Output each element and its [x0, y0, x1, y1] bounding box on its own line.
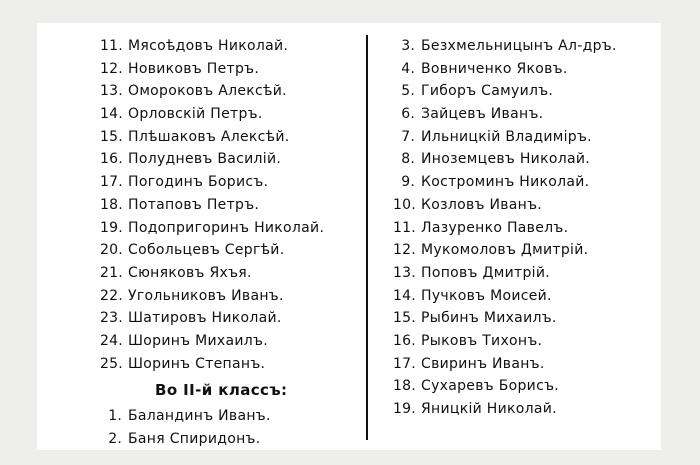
entry-number: 14.: [393, 287, 416, 304]
entry-number: 4.: [401, 60, 415, 77]
entry-number: 2.: [108, 431, 122, 447]
entry-number: 3.: [401, 38, 415, 54]
entry-number: 15.: [393, 310, 416, 327]
entry-name: Ильницкій Владиміръ.: [421, 128, 592, 145]
list-item: [100, 35, 324, 58]
entry-number: 11.: [100, 38, 123, 54]
entry-number: 22.: [100, 287, 123, 304]
entry-name: Подопригоринъ Николай.: [128, 219, 325, 236]
entry-number: 18.: [100, 196, 123, 213]
list-item: [393, 103, 617, 126]
entry-number: 8.: [401, 151, 415, 168]
entry-number: 21.: [100, 264, 123, 281]
entry-number: 18.: [393, 378, 416, 395]
entry-name: Козловъ Иванъ.: [421, 196, 543, 213]
entry-name: Орловскій Петръ.: [128, 106, 263, 123]
entry-name: Безхмельницынъ Ал-дръ.: [421, 38, 617, 54]
list-item: [100, 194, 324, 217]
list-item: [100, 405, 324, 428]
entry-name: Шоринъ Степанъ.: [128, 355, 266, 372]
list-item: [393, 375, 617, 398]
document-page: [37, 23, 661, 450]
entry-number: 24.: [100, 332, 123, 349]
entry-number: 16.: [393, 332, 416, 349]
entry-name: Угольниковъ Иванъ.: [128, 287, 284, 304]
entry-number: 1.: [108, 408, 122, 425]
entry-name: Потаповъ Петръ.: [128, 196, 260, 213]
entry-name: Поповъ Дмитрій.: [421, 264, 550, 281]
entry-number: 12.: [100, 60, 123, 77]
entry-number: 10.: [393, 196, 416, 213]
list-item: [100, 148, 324, 171]
entry-name: Рыковъ Тихонъ.: [421, 332, 543, 349]
entry-name: Сухаревъ Борисъ.: [421, 378, 560, 395]
list-item: [393, 330, 617, 353]
entry-number: 15.: [100, 128, 123, 145]
list-item: [100, 103, 324, 126]
watermark-text: ТИХВЕСТИ.РФ: [540, 411, 651, 426]
list-item: [100, 285, 324, 308]
left-column: [100, 35, 324, 451]
list-item: [100, 80, 324, 103]
entry-number: 25.: [100, 355, 123, 372]
entry-name: Баня Спиридонъ.: [128, 431, 261, 447]
list-item: [100, 239, 324, 262]
list-item: [393, 80, 617, 103]
list-item: [100, 262, 324, 285]
list-item: [100, 58, 324, 81]
entry-name: Шоринъ Михаилъ.: [128, 332, 268, 349]
list-item: [100, 428, 324, 451]
entry-name: Шатировъ Николай.: [128, 310, 282, 327]
list-item: [393, 307, 617, 330]
entry-number: 7.: [401, 128, 415, 145]
entry-number: 17.: [393, 355, 416, 372]
entry-name: Сюняковъ Яхъя.: [128, 264, 252, 281]
entry-number: 13.: [393, 264, 416, 281]
entry-number: 19.: [100, 219, 123, 236]
entry-name: Погодинъ Борисъ.: [128, 174, 269, 191]
entry-name: Яницкій Николай.: [421, 401, 557, 417]
entry-name: Иноземцевъ Николай.: [421, 151, 590, 168]
list-item: [100, 217, 324, 240]
entry-name: Баландинъ Иванъ.: [128, 408, 271, 425]
list-item: [100, 171, 324, 194]
list-item: [393, 148, 617, 171]
entry-number: 5.: [401, 83, 415, 100]
list-item: [100, 126, 324, 149]
entry-number: 14.: [100, 106, 123, 123]
list-item: [100, 353, 324, 376]
entry-number: 9.: [401, 174, 415, 191]
entry-name: Свиринъ Иванъ.: [421, 355, 545, 372]
entry-number: 11.: [393, 219, 416, 236]
entry-name: Собольцевъ Сергѣй.: [128, 242, 285, 259]
entry-number: 23.: [100, 310, 123, 327]
list-item: [393, 194, 617, 217]
entry-name: Рыбинъ Михаилъ.: [421, 310, 557, 327]
list-item: [100, 307, 324, 330]
entry-name: Лазуренко Павелъ.: [421, 219, 569, 236]
list-item: [393, 126, 617, 149]
section-heading: Во II-й классъ:: [155, 381, 288, 400]
entry-name: Мукомоловъ Дмитрій.: [421, 242, 589, 259]
list-item: [393, 58, 617, 81]
entry-number: 20.: [100, 242, 123, 259]
entry-name: Гиборъ Самуилъ.: [421, 83, 554, 100]
list-item: [393, 217, 617, 240]
right-column: [393, 35, 617, 421]
list-item: [393, 239, 617, 262]
list-item: [393, 285, 617, 308]
entry-name: Мясоѣдовъ Николай.: [128, 38, 289, 54]
entry-name: Полудневъ Василій.: [128, 151, 282, 168]
entry-number: 12.: [393, 242, 416, 259]
entry-name: Вовниченко Яковъ.: [421, 60, 568, 77]
entry-number: 6.: [401, 106, 415, 123]
entry-name: Костроминъ Николай.: [421, 174, 590, 191]
entry-number: 17.: [100, 174, 123, 191]
entry-number: 13.: [100, 83, 123, 100]
entry-name: Плѣшаковъ Алексѣй.: [128, 128, 290, 145]
entry-name: Новиковъ Петръ.: [128, 60, 260, 77]
entry-name: Пучковъ Моисей.: [421, 287, 552, 304]
list-item: [100, 330, 324, 353]
list-item: [393, 353, 617, 376]
entry-name: Зайцевъ Иванъ.: [421, 106, 544, 123]
entry-number: 16.: [100, 151, 123, 168]
list-item: [393, 262, 617, 285]
list-item: [393, 171, 617, 194]
entry-number: 19.: [393, 401, 416, 417]
list-item: [393, 35, 617, 58]
column-divider: [366, 35, 368, 440]
entry-name: Оморокoвъ Алексѣй.: [128, 83, 287, 100]
